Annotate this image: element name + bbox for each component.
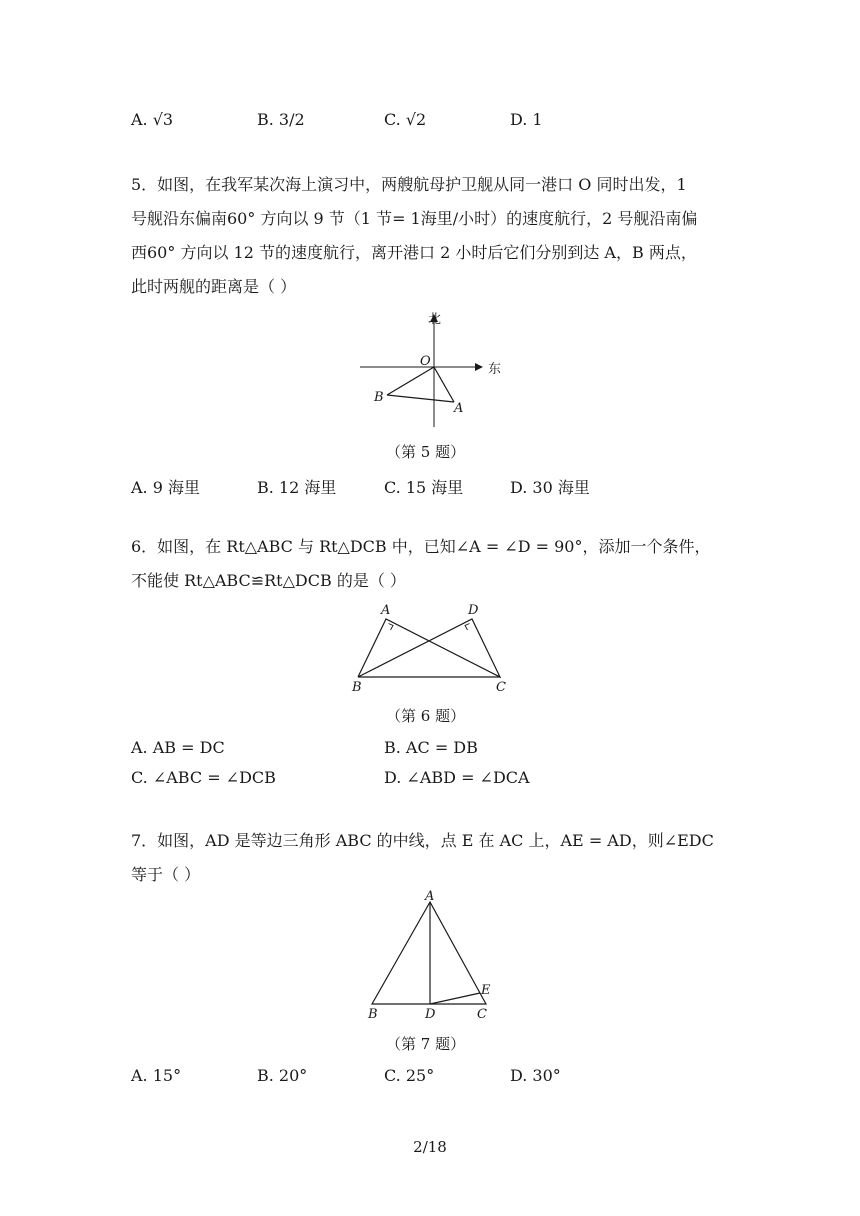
- east-label: 东: [488, 362, 502, 377]
- right-angle-d: [465, 624, 470, 631]
- segment-oa: [434, 367, 454, 402]
- point-b-label: B: [374, 390, 384, 405]
- triangles-abc-dcb: [358, 619, 500, 677]
- q6-question: [131, 530, 731, 598]
- q5-option-b: B. 12 海里: [257, 478, 337, 497]
- point-a-label: A: [454, 401, 464, 416]
- q7-line: 等于（ ）: [131, 865, 201, 884]
- q5-line: 5．如图，在我军某次海上演习中，两艘航母护卫舰从同一港口 O 同时出发，1: [131, 175, 687, 194]
- north-label: 北: [428, 312, 442, 327]
- point-d-label: D: [425, 1007, 436, 1022]
- q5-option-a: A. 9 海里: [131, 478, 200, 497]
- q4-option-d: D. 1: [510, 110, 543, 129]
- q6-option-a: A. AB = DC: [131, 738, 225, 757]
- point-c-label: C: [496, 680, 506, 695]
- q6-caption: （第 6 题）: [386, 707, 466, 725]
- segment-de: [430, 993, 480, 1004]
- q6-option-c: C. ∠ABC = ∠DCB: [131, 768, 276, 787]
- q7-figure: [360, 890, 500, 1025]
- segment-ab: [387, 395, 454, 402]
- q4-option-c: C. √2: [384, 110, 427, 129]
- segment-ob: [387, 367, 434, 395]
- point-o-label: O: [420, 354, 431, 369]
- q7-option-d: D. 30°: [510, 1066, 561, 1085]
- triangle-abc: [372, 902, 486, 1004]
- q5-line: 号舰沿东偏南60° 方向以 9 节（1 节= 1海里/小时）的速度航行，2 号舰沿南偏: [131, 209, 698, 228]
- right-angle-a: [389, 624, 394, 631]
- q7-option-a: A. 15°: [131, 1066, 182, 1085]
- q6-line: 不能使 Rt△ABC≌Rt△DCB 的是（ ）: [131, 571, 406, 590]
- q4-option-a: A. √3: [131, 110, 174, 129]
- q7-caption: （第 7 题）: [386, 1035, 466, 1053]
- q5-option-d: D. 30 海里: [510, 478, 590, 497]
- q6-figure: [350, 600, 520, 695]
- point-b-label: B: [352, 680, 362, 695]
- point-c-label: C: [477, 1007, 487, 1022]
- point-b-label: B: [368, 1007, 378, 1022]
- point-d-label: D: [468, 603, 479, 618]
- q6-option-b: B. AC = DB: [384, 738, 478, 757]
- q7-option-b: B. 20°: [257, 1066, 308, 1085]
- page-number: 2/18: [413, 1138, 447, 1156]
- q7-question: [131, 824, 731, 892]
- q6-option-d: D. ∠ABD = ∠DCA: [384, 768, 530, 787]
- q5-question: [131, 168, 731, 304]
- q5-figure: [350, 305, 520, 430]
- q5-caption: （第 5 题）: [386, 443, 466, 461]
- q5-option-c: C. 15 海里: [384, 478, 464, 497]
- q5-line: 西60° 方向以 12 节的速度航行，离开港口 2 小时后它们分别到达 A，B 两点，: [131, 243, 697, 262]
- q5-line: 此时两舰的距离是（ ）: [131, 277, 297, 296]
- q7-line: 7．如图，AD 是等边三角形 ABC 的中线，点 E 在 AC 上，AE = AD，则∠EDC: [131, 831, 714, 850]
- point-e-label: E: [481, 983, 491, 998]
- q4-option-b: B. 3/2: [257, 110, 305, 129]
- q6-line: 6．如图，在 Rt△ABC 与 Rt△DCB 中，已知∠A = ∠D = 90°，添加一个条件，: [131, 537, 711, 556]
- point-a-label: A: [381, 603, 391, 618]
- point-a-label: A: [425, 890, 435, 904]
- q7-option-c: C. 25°: [384, 1066, 435, 1085]
